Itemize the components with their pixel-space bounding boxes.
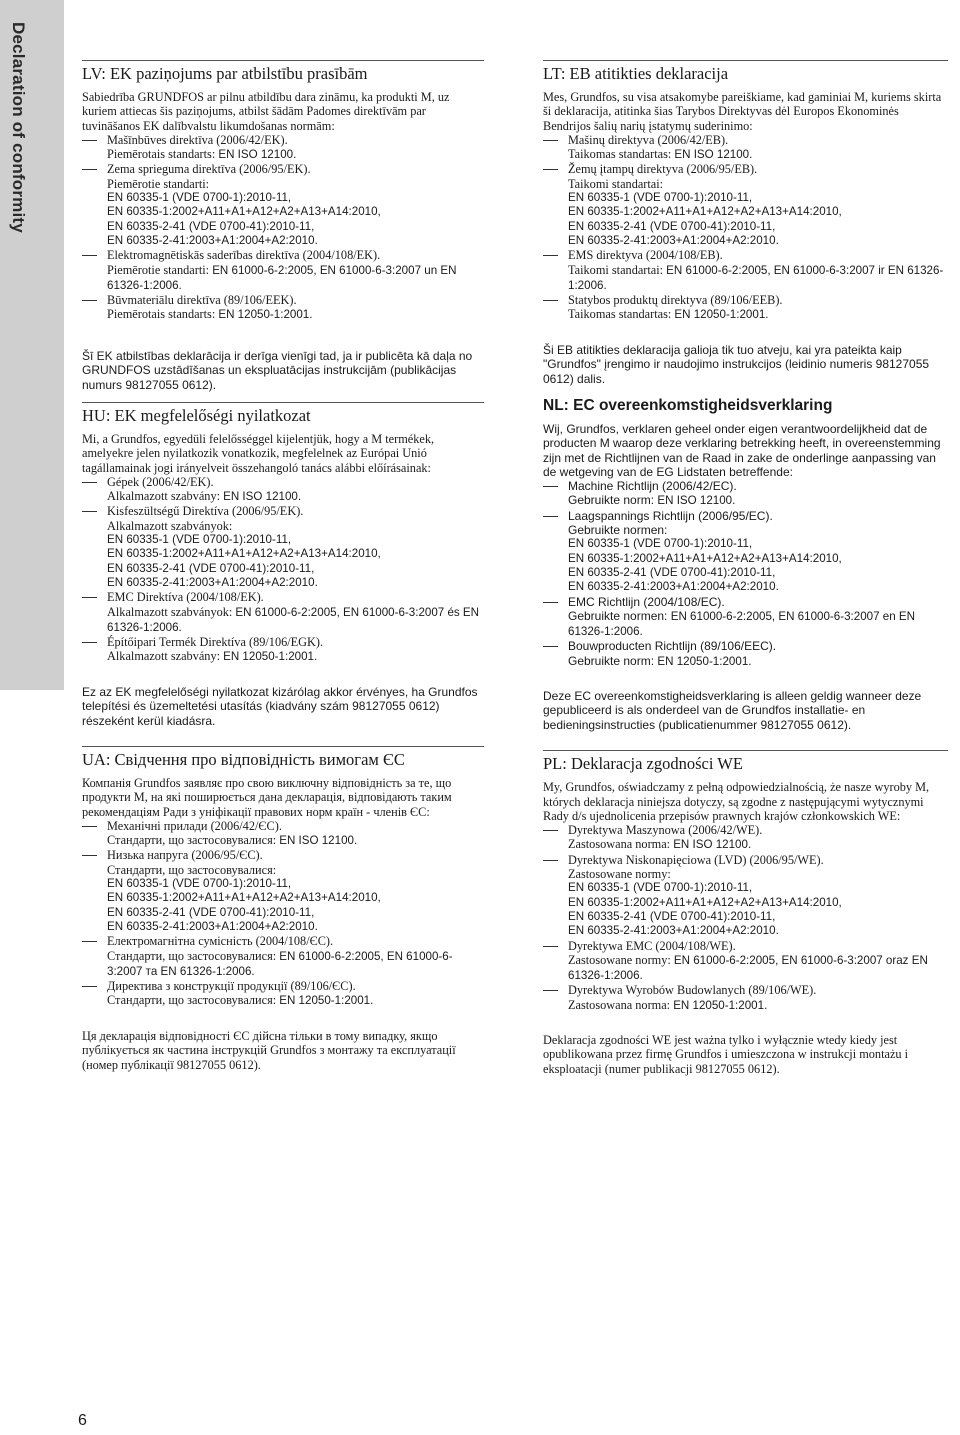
standard-label: Piemērotais standarts: — [107, 307, 219, 322]
list-item — [82, 504, 484, 590]
list-item — [82, 979, 484, 1009]
standard-label: Стандарти, що застосовувалися: — [107, 833, 280, 848]
section-title: LV: EK paziņojums par atbilstību prasībām — [82, 64, 368, 83]
section-footer: Ця декларація відповідності ЄС дійсна тільки в тому випадку, якщо публікується як частина інструкцій Grundfos з монтажу та експлуатації (номер публікації 98127055 0612). — [82, 1028, 456, 1072]
list-item — [543, 853, 948, 939]
list-item — [82, 133, 484, 163]
section-title: NL: EC overeenkomstigheidsverklaring — [543, 396, 833, 414]
section-intro: Компанія Grundfos заявляє про свою виключну відповідність за те, що продукти M, на які поширюється дана декларація, відповідають таким рекомендаціям Ради з уніфікації правових норм країн - членів ЄС: — [82, 775, 452, 819]
section-intro: Wij, Grundfos, verklaren geheel onder eigen verantwoordelijkheid dat de producten M waarop deze verklaring betrekking heeft, in overeenstemming zijn met de Richtlijnen van de Raad in zake de onderlinge aanpassing van de wetgeving van de EG Lidstaten betreffende: — [543, 421, 941, 479]
directive-name: Építőipari Termék Direktíva (89/106/EGK). — [107, 635, 324, 650]
section-nl — [543, 396, 948, 732]
list-item — [82, 293, 484, 323]
directive-name: EMC Direktíva (2004/108/EK). — [107, 590, 264, 605]
standard-label: Стандарти, що застосовувалися: — [107, 948, 280, 963]
side-tab — [0, 0, 64, 690]
directive-name: Mašīnbūves direktīva (2006/42/EK). — [107, 132, 288, 147]
directive-name: Laagspannings Richtlijn (2006/95/EC). — [568, 508, 773, 523]
dash-icon — [82, 300, 97, 301]
list-item — [82, 819, 484, 849]
directive-name: Dyrektywa Wyrobów Budowlanych (89/106/WE). — [568, 983, 817, 998]
standard-value: EN 61000-6-2:2005, EN 61000-6-3:2007 oraz EN 61326-1:2006. — [568, 953, 928, 983]
section-hu — [82, 402, 484, 728]
section-title: HU: EK megfelelőségi nyilatkozat — [82, 405, 311, 425]
divider — [82, 60, 484, 61]
dash-icon — [543, 516, 558, 517]
dash-icon — [543, 486, 558, 487]
standard-label: Zastosowane normy: — [568, 867, 671, 882]
directive-name: Dyrektywa Maszynowa (2006/42/WE). — [568, 823, 763, 838]
standard-value: EN ISO 12100. — [223, 490, 302, 504]
directive-name: Низька напруга (2006/95/ЄС). — [107, 848, 263, 863]
dash-icon — [82, 826, 97, 827]
standard-value: EN 12050-1:2001. — [673, 998, 768, 1012]
standard-label: Zastosowana norma: — [568, 837, 674, 852]
directive-name: Gépek (2006/42/EK). — [107, 474, 214, 489]
dash-icon — [82, 140, 97, 141]
standard-value: EN 61000-6-2:2005, EN 61000-6-3:2007 un EN 61326-1:2006. — [107, 263, 457, 292]
standard-label: Alkalmazott szabvány: — [107, 489, 224, 504]
standard-label: Taikomas standartas: — [568, 147, 675, 162]
list-item — [543, 479, 948, 509]
standard-label: Piemērotie standarti: — [107, 262, 213, 277]
dash-icon — [543, 169, 558, 170]
dash-icon — [543, 646, 558, 647]
directive-name: Директива з конструкції продукції (89/106/ЄС). — [107, 979, 356, 994]
divider — [82, 402, 484, 403]
standard-value: EN 61000-6-2:2005, EN 61000-6-3:2007 та EN 61326-1:2006. — [107, 949, 453, 978]
list-item — [82, 475, 484, 505]
directive-name: Механічні прилади (2006/42/ЄС). — [107, 818, 282, 833]
directive-name: Būvmateriālu direktīva (89/106/EEK). — [107, 293, 297, 308]
standard-label: Taikomi standartai: — [568, 262, 667, 277]
list-item — [82, 590, 484, 635]
section-footer: Deze EC overeenkomstigheidsverklaring is alleen geldig wanneer deze gepubliceerd is als onderdeel van de Grundfos installatie- en bedieningsinstructies (publicatienummer 98127055 0612). — [543, 689, 922, 732]
standard-value: EN 12050-1:2001. — [657, 654, 752, 668]
standard-label: Zastosowana norma: — [568, 997, 674, 1012]
list-item — [543, 983, 948, 1013]
standard-label: Gebruikte norm: — [568, 493, 658, 508]
divider — [543, 750, 948, 751]
standard-value: EN ISO 12100. — [674, 148, 753, 162]
list-item — [82, 934, 484, 979]
standard-label: Taikomi standartai: — [568, 176, 664, 191]
list-item — [543, 133, 948, 163]
standard-label: Gebruikte normen: — [568, 523, 668, 538]
standard-value: EN ISO 12100. — [279, 834, 358, 848]
page-number: 6 — [78, 1412, 87, 1429]
dash-icon — [543, 830, 558, 831]
dash-icon — [82, 482, 97, 483]
list-item — [543, 509, 948, 595]
standard-value: EN 61000-6-2:2005, EN 61000-6-3:2007 en EN 61326-1:2006. — [568, 609, 915, 639]
standard-label: Taikomas standartas: — [568, 307, 675, 322]
standard-value: EN 61000-6-2:2005, EN 61000-6-3:2007 és EN 61326-1:2006. — [107, 605, 480, 634]
section-lt — [543, 60, 948, 386]
directive-name: Mašinų direktyva (2006/42/EB). — [568, 132, 729, 147]
directive-list — [543, 479, 948, 669]
section-footer: Šī EK atbilstības deklarācija ir derīga vienīgi tad, ja ir publicēta kā daļa no GRUNDFOS uzstādīšanas un ekspluatācijas instrukcijām (publikācijas numurs 98127055 0612). — [82, 348, 473, 392]
standard-lines: EN 60335-1 (VDE 0700-1):2010-11, EN 60335-1:2002+A11+A1+A12+A2+A13+A14:2010, EN 60335-2-41 (VDE 0700-41):2010-11, EN 60335-2-41:2003+A1:2004+A2:2010. — [107, 877, 381, 933]
dash-icon — [82, 986, 97, 987]
directive-list — [82, 819, 484, 1009]
dash-icon — [82, 941, 97, 942]
standard-label: Alkalmazott szabványok: — [107, 518, 233, 533]
left-column — [82, 60, 484, 1072]
section-intro: My, Grundfos, oświadczamy z pełną odpowiedzialnością, że nasze wyroby M, których deklaracja niniejsza dotyczy, są zgodne z następującymi wytycznymi Rady d/s ujednolicenia przepisów prawnych krajów członkowskich WE: — [543, 780, 930, 823]
section-lv — [82, 60, 484, 392]
section-intro: Mes, Grundfos, su visa atsakomybe pareiškiame, kad gaminiai M, kuriems skirta ši deklaracija, atitinka šias Tarybos Direktyvas dėl Europos Ekonominės Bendrijos šalių narių įstatymų suderinimo: — [543, 90, 942, 133]
list-item — [543, 293, 948, 323]
dash-icon — [543, 946, 558, 947]
dash-icon — [543, 255, 558, 256]
list-item — [543, 162, 948, 248]
standard-value: EN ISO 12100. — [657, 494, 736, 508]
standard-label: Alkalmazott szabványok: — [107, 604, 236, 619]
standard-label: Alkalmazott szabvány: — [107, 649, 224, 664]
section-title: UA: Свідчення про відповідність вимогам ЄС — [82, 749, 405, 769]
section-footer: Ez az EK megfelelőségi nyilatkozat kizárólag akkor érvényes, ha Grundfos telepítési és üzemeltetési utasítás (kiadvány szám 98127055 0612) részeként kerül kiadásra. — [82, 684, 478, 728]
dash-icon — [543, 990, 558, 991]
standard-label: Gebruikte normen: — [568, 608, 671, 623]
section-intro: Mi, a Grundfos, egyedüli felelősséggel kijelentjük, hogy a M termékek, amelyekre jelen nyilatkozik vonatkozik, megfelelnek az Európai Unió tagállamainak jogi irányelveit összehangoló tanács alábbi előírásainak: — [82, 431, 435, 475]
standard-lines: EN 60335-1 (VDE 0700-1):2010-11, EN 60335-1:2002+A11+A1+A12+A2+A13+A14:2010, EN 60335-2-41 (VDE 0700-41):2010-11, EN 60335-2-41:2003+A1:2004+A2:2010. — [568, 881, 842, 938]
dash-icon — [543, 602, 558, 603]
directive-list — [543, 133, 948, 323]
standard-label: Стандарти, що застосовувалися: — [107, 993, 280, 1008]
standard-value: EN 12050-1:2001. — [279, 994, 374, 1008]
directive-name: Zema sprieguma direktīva (2006/95/EK). — [107, 162, 311, 177]
sidebar-title: Declaration of conformity — [9, 22, 28, 233]
list-item — [82, 635, 484, 665]
standard-label: Gebruikte norm: — [568, 653, 658, 668]
standard-label: Стандарти, що застосовувалися: — [107, 862, 277, 877]
standard-value: EN ISO 12100. — [673, 838, 752, 852]
list-item — [543, 595, 948, 640]
dash-icon — [543, 300, 558, 301]
directive-name: Žemų įtampų direktyva (2006/95/EB). — [568, 162, 758, 177]
list-item — [82, 162, 484, 248]
standard-label: Piemērotie standarti: — [107, 176, 210, 191]
dash-icon — [82, 169, 97, 170]
section-pl — [543, 750, 948, 1076]
standard-value: EN 12050-1:2001. — [218, 308, 313, 322]
directive-name: Machine Richtlijn (2006/42/EC). — [568, 479, 737, 494]
section-title: LT: EB atitikties deklaracija — [543, 64, 729, 83]
section-footer: Ši EB atitikties deklaracija galioja tik tuo atveju, kai yra pateikta kaip "Grundfos" įrengimo ir naudojimo instrukcijos (leidinio numeris 98127055 0612) dalis. — [543, 342, 930, 386]
standard-value: EN ISO 12100. — [218, 148, 297, 162]
dash-icon — [82, 511, 97, 512]
section-footer: Deklaracja zgodności WE jest ważna tylko i wyłącznie wtedy kiedy jest opublikowana przez firmę Grundfos i umieszczona w instrukcji montażu i eksploatacji (numer publikacji 98127055 0612). — [543, 1032, 909, 1076]
list-item — [82, 248, 484, 293]
standard-label: Zastosowane normy: — [568, 952, 674, 967]
standard-lines: EN 60335-1 (VDE 0700-1):2010-11, EN 60335-1:2002+A11+A1+A12+A2+A13+A14:2010, EN 60335-2-41 (VDE 0700-41):2010-11, EN 60335-2-41:2003+A1:2004+A2:2010. — [568, 537, 842, 594]
divider — [82, 746, 484, 747]
right-column — [543, 60, 948, 1076]
directive-name: EMS direktyva (2004/108/EB). — [568, 248, 723, 263]
directive-list — [82, 133, 484, 323]
dash-icon — [82, 855, 97, 856]
directive-name: Kisfeszültségű Direktíva (2006/95/EK). — [107, 504, 304, 519]
directive-name: Statybos produktų direktyva (89/106/EEB). — [568, 293, 783, 308]
dash-icon — [82, 597, 97, 598]
dash-icon — [543, 860, 558, 861]
dash-icon — [543, 140, 558, 141]
standard-lines: EN 60335-1 (VDE 0700-1):2010-11, EN 60335-1:2002+A11+A1+A12+A2+A13+A14:2010, EN 60335-2-41 (VDE 0700-41):2010-11, EN 60335-2-41:2003+A1:2004+A2:2010. — [107, 191, 381, 247]
directive-name: EMC Richtlijn (2004/108/EC). — [568, 594, 725, 609]
directive-name: Dyrektywa EMC (2004/108/WE). — [568, 938, 736, 953]
list-item — [543, 939, 948, 984]
dash-icon — [82, 255, 97, 256]
list-item — [82, 848, 484, 934]
directive-name: Електромагнітна сумісність (2004/108/ЄС). — [107, 934, 334, 949]
directive-name: Dyrektywa Niskonapięciowa (LVD) (2006/95/WE). — [568, 852, 824, 867]
directive-list — [82, 475, 484, 665]
standard-value: EN 61000-6-2:2005, EN 61000-6-3:2007 ir EN 61326-1:2006. — [568, 263, 944, 292]
section-intro: Sabiedrība GRUNDFOS ar pilnu atbildību dara zināmu, ka produkti M, uz kuriem attiecas šis paziņojums, atbilst šādām Padomes direktīvām par tuvināšanos EK dalībvalstu likumdošanas normām: — [82, 90, 450, 133]
list-item — [543, 639, 948, 669]
section-title: PL: Deklaracja zgodności WE — [543, 754, 743, 774]
directive-list — [543, 823, 948, 1013]
standard-value: EN 12050-1:2001. — [674, 308, 769, 322]
divider — [543, 60, 948, 61]
list-item — [543, 823, 948, 853]
section-ua — [82, 746, 484, 1072]
directive-name: Bouwproducten Richtlijn (89/106/EEC). — [568, 639, 777, 654]
dash-icon — [82, 642, 97, 643]
list-item — [543, 248, 948, 293]
standard-lines: EN 60335-1 (VDE 0700-1):2010-11, EN 60335-1:2002+A11+A1+A12+A2+A13+A14:2010, EN 60335-2-41 (VDE 0700-41):2010-11, EN 60335-2-41:2003+A1:2004+A2:2010. — [107, 533, 381, 589]
directive-name: Elektromagnētiskās saderības direktīva (2004/108/EK). — [107, 248, 381, 263]
standard-lines: EN 60335-1 (VDE 0700-1):2010-11, EN 60335-1:2002+A11+A1+A12+A2+A13+A14:2010, EN 60335-2-41 (VDE 0700-41):2010-11, EN 60335-2-41:2003+A1:2004+A2:2010. — [568, 191, 842, 247]
standard-label: Piemērotais standarts: — [107, 147, 219, 162]
standard-value: EN 12050-1:2001. — [223, 650, 318, 664]
